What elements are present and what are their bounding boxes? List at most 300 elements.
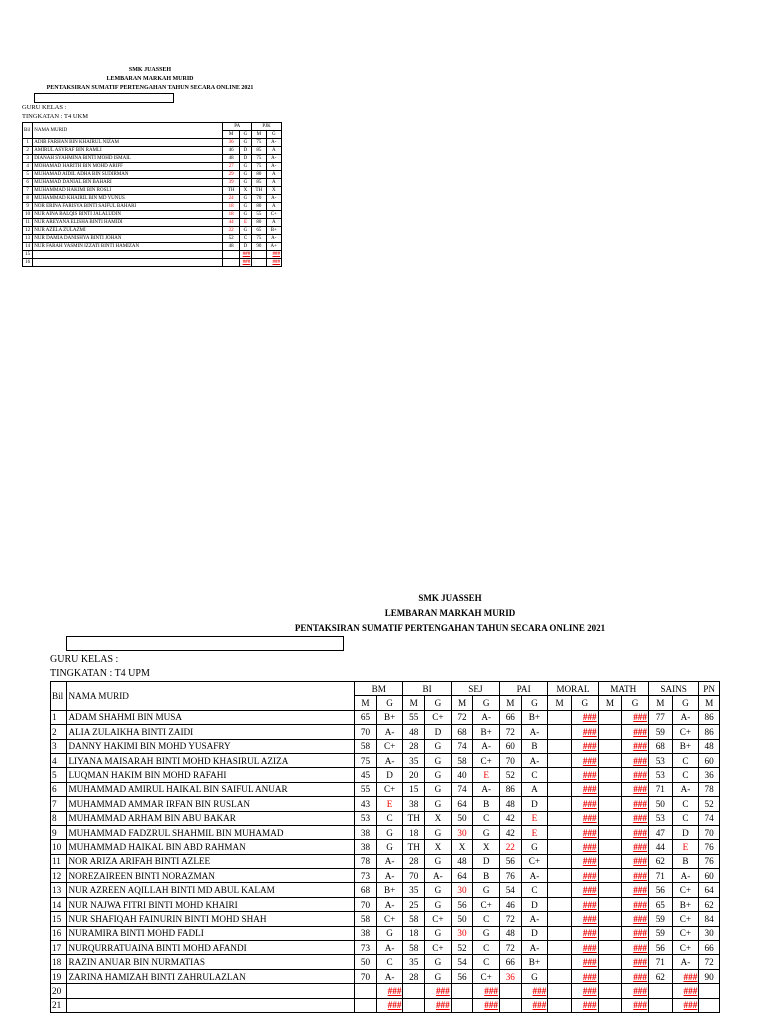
mark-cell bbox=[598, 840, 622, 854]
subject-header: BI bbox=[403, 682, 451, 696]
mark-cell: 35 bbox=[403, 753, 425, 767]
grade-cell: ### bbox=[521, 998, 548, 1012]
grade-cell: ### bbox=[571, 840, 598, 854]
mark-cell: 39 bbox=[223, 179, 239, 187]
grade-cell: ### bbox=[571, 955, 598, 969]
subject-header: SEJ bbox=[451, 682, 499, 696]
mark-cell bbox=[548, 739, 572, 753]
grade-cell: ### bbox=[571, 869, 598, 883]
mark-cell: 44 bbox=[223, 219, 239, 227]
grade-cell: ### bbox=[672, 998, 699, 1012]
mark-cell: 70 bbox=[403, 869, 425, 883]
mark-cell: 72 bbox=[500, 941, 522, 955]
grade-cell: A- bbox=[473, 782, 500, 796]
mark-cell: 50 bbox=[451, 912, 473, 926]
subject-header: PAI bbox=[500, 682, 548, 696]
mark-cell: 18 bbox=[223, 203, 239, 211]
grade-cell: C bbox=[521, 768, 548, 782]
mark-cell bbox=[598, 725, 622, 739]
mark-cell: 35 bbox=[403, 883, 425, 897]
grade-cell: C bbox=[376, 811, 403, 825]
grade-cell: C+ bbox=[376, 739, 403, 753]
student-name: MUHAMAD DANIAL BIN BAHARI bbox=[33, 179, 223, 187]
grade-cell: G bbox=[425, 883, 452, 897]
row-number: 2 bbox=[51, 725, 67, 739]
mark-cell: 70 bbox=[699, 825, 720, 839]
mark-cell: 56 bbox=[648, 883, 672, 897]
grade-cell: A- bbox=[672, 710, 699, 724]
grade-cell: ### bbox=[622, 998, 649, 1012]
mark-cell: X bbox=[451, 840, 473, 854]
grade-header: G bbox=[672, 696, 699, 710]
grade-cell: ### bbox=[571, 725, 598, 739]
mark-cell: 76 bbox=[500, 869, 522, 883]
mark-cell: 54 bbox=[500, 883, 522, 897]
mark-cell bbox=[598, 753, 622, 767]
grade-header: G bbox=[266, 131, 281, 139]
grade-cell: C+ bbox=[425, 941, 452, 955]
grade-cell: ### bbox=[425, 998, 452, 1012]
mark-cell: 75 bbox=[355, 753, 377, 767]
grade-cell: ### bbox=[622, 811, 649, 825]
table-row bbox=[23, 243, 282, 251]
subject-header: PN bbox=[699, 682, 720, 696]
row-number: 2 bbox=[23, 147, 33, 155]
grade-cell: G bbox=[239, 179, 251, 187]
grade-cell: G bbox=[425, 739, 452, 753]
mark-cell bbox=[548, 897, 572, 911]
mark-cell: 30 bbox=[699, 926, 720, 940]
mark-cell bbox=[598, 710, 622, 724]
grade-cell: A- bbox=[425, 869, 452, 883]
table-row bbox=[51, 869, 720, 883]
mark-cell: 68 bbox=[355, 883, 377, 897]
mark-cell bbox=[598, 811, 622, 825]
grade-cell: E bbox=[521, 825, 548, 839]
mark-cell bbox=[403, 984, 425, 998]
student-name: MUHAMMAD AMIRUL HAIKAL BIN SAIFUL ANUAR bbox=[67, 782, 355, 796]
grade-cell: X bbox=[239, 187, 251, 195]
grade-cell: ### bbox=[622, 969, 649, 983]
grade-cell: B+ bbox=[376, 710, 403, 724]
row-number: 15 bbox=[51, 912, 67, 926]
table-row bbox=[51, 897, 720, 911]
mark-cell: 73 bbox=[355, 869, 377, 883]
table-row bbox=[23, 139, 282, 147]
mark-cell: 42 bbox=[500, 811, 522, 825]
grade-cell: G bbox=[239, 203, 251, 211]
table-row bbox=[23, 155, 282, 163]
mark-cell: 70 bbox=[355, 969, 377, 983]
mark-cell: 65 bbox=[252, 227, 266, 235]
mark-cell: 42 bbox=[500, 825, 522, 839]
row-number: 5 bbox=[23, 171, 33, 179]
mark-cell: 28 bbox=[403, 854, 425, 868]
row-number: 10 bbox=[51, 840, 67, 854]
grade-cell: E bbox=[473, 768, 500, 782]
subject-header: MATH bbox=[598, 682, 648, 696]
grade-cell: B+ bbox=[521, 710, 548, 724]
mark-cell: 66 bbox=[500, 955, 522, 969]
grade-cell: D bbox=[239, 243, 251, 251]
grade-cell: C+ bbox=[672, 941, 699, 955]
subject-header: MORAL bbox=[548, 682, 598, 696]
grade-cell: G bbox=[473, 926, 500, 940]
grade-cell: A bbox=[266, 171, 281, 179]
table-row bbox=[23, 147, 282, 155]
mark-cell bbox=[598, 955, 622, 969]
grade-cell: A- bbox=[521, 725, 548, 739]
student-name: NUR FARAH YASMIN IZZATI BINTI HAMIZAN bbox=[33, 243, 223, 251]
mark-cell: 70 bbox=[355, 897, 377, 911]
mark-cell: 46 bbox=[223, 147, 239, 155]
grade-cell: ### bbox=[571, 811, 598, 825]
sheet1-teacher-label: GURU KELAS : bbox=[22, 104, 67, 111]
student-name: DANNY HAKIMI BIN MOHD YUSAFRY bbox=[67, 739, 355, 753]
grade-cell: C bbox=[672, 768, 699, 782]
row-number: 12 bbox=[23, 227, 33, 235]
table-row bbox=[51, 854, 720, 868]
mark-cell: 36 bbox=[500, 969, 522, 983]
mark-cell: 25 bbox=[403, 897, 425, 911]
student-name: MUHAMMAD FADZRUL SHAHMIL BIN MUHAMAD bbox=[67, 825, 355, 839]
sheet2-doc-title: LEMBARAN MARKAH MURID bbox=[384, 608, 516, 618]
table-row bbox=[51, 725, 720, 739]
student-name bbox=[67, 984, 355, 998]
student-name: MUHAMMAD AMMAR IRFAN BIN RUSLAN bbox=[67, 797, 355, 811]
table-row bbox=[51, 955, 720, 969]
student-name: RAZIN ANUAR BIN NURMATIAS bbox=[67, 955, 355, 969]
student-name: MUHAMMAD KHAIRIL BIN MD YUNUS bbox=[33, 195, 223, 203]
grade-cell: D bbox=[521, 797, 548, 811]
grade-cell: G bbox=[521, 840, 548, 854]
student-name: DIANAH SYAHMINA BINTI MOHD ISMAIL bbox=[33, 155, 223, 163]
student-name: NUR NAJWA FITRI BINTI MOHD KHAIRI bbox=[67, 897, 355, 911]
row-number: 16 bbox=[51, 926, 67, 940]
mark-cell: 24 bbox=[223, 195, 239, 203]
mark-cell bbox=[451, 998, 473, 1012]
student-name: NURAMIRA BINTI MOHD FADLI bbox=[67, 926, 355, 940]
student-name bbox=[67, 998, 355, 1012]
student-name bbox=[33, 259, 223, 267]
mark-cell: 72 bbox=[500, 912, 522, 926]
mark-cell: 62 bbox=[648, 854, 672, 868]
grade-cell: C+ bbox=[473, 897, 500, 911]
row-number: 7 bbox=[23, 187, 33, 195]
grade-cell: ### bbox=[622, 840, 649, 854]
grade-cell: ### bbox=[622, 797, 649, 811]
mark-cell bbox=[548, 854, 572, 868]
mark-cell: 46 bbox=[500, 897, 522, 911]
mark-cell bbox=[548, 883, 572, 897]
grade-cell: ### bbox=[376, 998, 403, 1012]
grade-cell: ### bbox=[622, 753, 649, 767]
grade-cell: X bbox=[473, 840, 500, 854]
mark-cell: 76 bbox=[699, 840, 720, 854]
mark-cell: 80 bbox=[252, 203, 266, 211]
mark-cell: 30 bbox=[451, 883, 473, 897]
row-number: 18 bbox=[51, 955, 67, 969]
grade-cell: C+ bbox=[425, 710, 452, 724]
mark-cell: 56 bbox=[500, 854, 522, 868]
mark-cell: 80 bbox=[252, 171, 266, 179]
row-number: 4 bbox=[51, 753, 67, 767]
mark-cell: 53 bbox=[648, 811, 672, 825]
grade-cell: G bbox=[425, 897, 452, 911]
mark-cell: 66 bbox=[500, 710, 522, 724]
mark-cell: 84 bbox=[699, 912, 720, 926]
mark-cell: 58 bbox=[451, 753, 473, 767]
student-name: ADAM SHAHMI BIN MUSA bbox=[67, 710, 355, 724]
grade-cell: D bbox=[672, 825, 699, 839]
grade-cell: A- bbox=[376, 869, 403, 883]
grade-cell: A bbox=[266, 203, 281, 211]
grade-cell: ### bbox=[521, 984, 548, 998]
grade-cell: C+ bbox=[473, 753, 500, 767]
grade-cell: G bbox=[425, 782, 452, 796]
grade-cell: ### bbox=[571, 825, 598, 839]
student-name: ADIB FARHAN BIN KHAIRUL NIZAM bbox=[33, 139, 223, 147]
mark-cell: 72 bbox=[451, 710, 473, 724]
row-number: 19 bbox=[51, 969, 67, 983]
mark-cell: 65 bbox=[355, 710, 377, 724]
mark-cell: 75 bbox=[252, 163, 266, 171]
student-name: MUHAMMAD HAIKAL BIN ABD RAHMAN bbox=[67, 840, 355, 854]
mark-cell: 58 bbox=[403, 912, 425, 926]
row-number: 17 bbox=[51, 941, 67, 955]
mark-header: M bbox=[699, 696, 720, 710]
mark-cell: TH bbox=[403, 811, 425, 825]
mark-cell bbox=[451, 984, 473, 998]
table-row bbox=[23, 187, 282, 195]
mark-cell bbox=[548, 984, 572, 998]
student-name: AMIRUL ASYRAF BIN RAMLI bbox=[33, 147, 223, 155]
mark-cell bbox=[548, 811, 572, 825]
grade-cell: ### bbox=[473, 984, 500, 998]
grade-cell: B+ bbox=[672, 897, 699, 911]
grade-cell: ### bbox=[622, 782, 649, 796]
mark-cell: 48 bbox=[500, 926, 522, 940]
grade-cell: G bbox=[425, 825, 452, 839]
mark-cell: 15 bbox=[403, 782, 425, 796]
grade-cell: B bbox=[521, 739, 548, 753]
row-number: 11 bbox=[23, 219, 33, 227]
sheet2-teacher-box[interactable] bbox=[66, 636, 344, 651]
sheet2-school: SMK JUASSEH bbox=[418, 593, 482, 603]
grade-cell: ### bbox=[425, 984, 452, 998]
row-number: 11 bbox=[51, 854, 67, 868]
mark-cell: 58 bbox=[355, 912, 377, 926]
mark-header: M bbox=[355, 696, 377, 710]
grade-header: G bbox=[571, 696, 598, 710]
row-number: 13 bbox=[51, 883, 67, 897]
bil-header: Bil bbox=[51, 682, 67, 711]
student-name: ALIA ZULAIKHA BINTI ZAIDI bbox=[67, 725, 355, 739]
student-name: MUHAMMAD ARHAM BIN ABU BAKAR bbox=[67, 811, 355, 825]
grade-cell: B+ bbox=[521, 955, 548, 969]
mark-cell: 68 bbox=[648, 739, 672, 753]
grade-cell: B+ bbox=[473, 725, 500, 739]
grade-cell: X bbox=[266, 187, 281, 195]
grade-cell: C+ bbox=[672, 725, 699, 739]
grade-cell: A- bbox=[266, 235, 281, 243]
grade-cell: ### bbox=[571, 768, 598, 782]
grade-cell: A- bbox=[266, 139, 281, 147]
mark-cell: 18 bbox=[403, 926, 425, 940]
mark-cell bbox=[598, 926, 622, 940]
mark-cell bbox=[548, 926, 572, 940]
grade-cell: ### bbox=[571, 897, 598, 911]
mark-cell: 27 bbox=[223, 163, 239, 171]
student-name: ZARINA HAMIZAH BINTI ZAHRULAZLAN bbox=[67, 969, 355, 983]
mark-header: M bbox=[598, 696, 622, 710]
mark-cell: 66 bbox=[699, 941, 720, 955]
grade-cell: A bbox=[266, 219, 281, 227]
mark-cell bbox=[648, 998, 672, 1012]
table-row bbox=[51, 984, 720, 998]
mark-cell: 30 bbox=[451, 926, 473, 940]
row-number: 21 bbox=[51, 998, 67, 1012]
mark-cell: 50 bbox=[355, 955, 377, 969]
mark-cell: 58 bbox=[355, 739, 377, 753]
bil-header: Bil bbox=[23, 123, 33, 139]
sheet1-teacher-box[interactable] bbox=[34, 93, 174, 103]
mark-cell: 56 bbox=[451, 897, 473, 911]
subject-header: PA bbox=[223, 123, 252, 131]
row-number: 7 bbox=[51, 797, 67, 811]
row-number: 13 bbox=[23, 235, 33, 243]
grade-cell: D bbox=[425, 725, 452, 739]
grade-cell: A- bbox=[266, 155, 281, 163]
row-number: 3 bbox=[23, 155, 33, 163]
mark-cell bbox=[548, 998, 572, 1012]
mark-cell bbox=[548, 797, 572, 811]
table-row bbox=[51, 782, 720, 796]
grade-cell: A- bbox=[521, 869, 548, 883]
mark-header: M bbox=[451, 696, 473, 710]
table-row bbox=[23, 203, 282, 211]
grade-cell: C+ bbox=[521, 854, 548, 868]
mark-header: M bbox=[648, 696, 672, 710]
grade-cell: G bbox=[425, 854, 452, 868]
mark-cell: 71 bbox=[648, 955, 672, 969]
mark-cell: 72 bbox=[500, 725, 522, 739]
grade-cell: ### bbox=[239, 259, 251, 267]
mark-cell bbox=[598, 897, 622, 911]
grade-cell: G bbox=[239, 171, 251, 179]
mark-cell bbox=[548, 725, 572, 739]
mark-cell bbox=[548, 912, 572, 926]
student-name: NUR AINA BALQIS BINTI JALALUDIN bbox=[33, 211, 223, 219]
grade-cell: ### bbox=[376, 984, 403, 998]
row-number: 1 bbox=[51, 710, 67, 724]
grade-cell: C bbox=[473, 941, 500, 955]
grade-cell: G bbox=[239, 139, 251, 147]
mark-cell: 38 bbox=[355, 840, 377, 854]
mark-cell: TH bbox=[403, 840, 425, 854]
grade-header: G bbox=[376, 696, 403, 710]
grade-cell: E bbox=[239, 219, 251, 227]
grade-cell: ### bbox=[571, 710, 598, 724]
grade-cell: G bbox=[239, 227, 251, 235]
mark-cell bbox=[598, 912, 622, 926]
mark-cell bbox=[548, 840, 572, 854]
grade-cell: A- bbox=[521, 912, 548, 926]
student-name: NOREZAIREEN BINTI NORAZMAN bbox=[67, 869, 355, 883]
mark-cell: 64 bbox=[451, 797, 473, 811]
grade-cell: D bbox=[521, 926, 548, 940]
mark-cell: 75 bbox=[252, 139, 266, 147]
row-number: 4 bbox=[23, 163, 33, 171]
mark-cell: 71 bbox=[648, 869, 672, 883]
student-name: NUR AZELA ZULAZMI bbox=[33, 227, 223, 235]
table-row bbox=[51, 840, 720, 854]
student-name: LUQMAN HAKIM BIN MOHD RAFAHI bbox=[67, 768, 355, 782]
grade-cell: E bbox=[672, 840, 699, 854]
grade-cell: ### bbox=[571, 739, 598, 753]
grade-cell: C+ bbox=[672, 926, 699, 940]
row-number: 10 bbox=[23, 211, 33, 219]
mark-cell bbox=[548, 941, 572, 955]
mark-cell: 38 bbox=[355, 825, 377, 839]
mark-cell: 48 bbox=[223, 243, 239, 251]
table-row bbox=[51, 883, 720, 897]
mark-cell: 76 bbox=[699, 854, 720, 868]
row-number: 8 bbox=[51, 811, 67, 825]
row-number: 16 bbox=[23, 259, 33, 267]
grade-cell: ### bbox=[571, 753, 598, 767]
mark-cell: 48 bbox=[500, 797, 522, 811]
grade-cell: A bbox=[266, 147, 281, 155]
grade-cell: C bbox=[376, 955, 403, 969]
mark-cell: 29 bbox=[223, 171, 239, 179]
row-number: 15 bbox=[23, 251, 33, 259]
mark-cell: 90 bbox=[252, 243, 266, 251]
mark-cell bbox=[548, 969, 572, 983]
mark-cell: 75 bbox=[252, 155, 266, 163]
mark-cell bbox=[355, 998, 377, 1012]
grade-cell: B bbox=[473, 869, 500, 883]
grade-cell: A- bbox=[376, 725, 403, 739]
grade-cell: ### bbox=[622, 710, 649, 724]
grade-cell: C bbox=[473, 811, 500, 825]
grade-cell: C+ bbox=[473, 969, 500, 983]
mark-cell: 35 bbox=[403, 955, 425, 969]
grade-cell: B+ bbox=[266, 227, 281, 235]
grade-cell: C bbox=[521, 883, 548, 897]
row-number: 9 bbox=[51, 825, 67, 839]
grade-cell: A- bbox=[266, 163, 281, 171]
mark-cell: 36 bbox=[699, 768, 720, 782]
grade-cell: C+ bbox=[425, 912, 452, 926]
mark-cell: 28 bbox=[403, 739, 425, 753]
mark-cell bbox=[548, 825, 572, 839]
table-row bbox=[51, 825, 720, 839]
table-row bbox=[51, 941, 720, 955]
grade-cell: A- bbox=[672, 782, 699, 796]
mark-cell: 85 bbox=[252, 147, 266, 155]
mark-cell: 20 bbox=[403, 768, 425, 782]
grade-cell: C bbox=[672, 797, 699, 811]
mark-cell: 53 bbox=[648, 768, 672, 782]
table-row bbox=[23, 235, 282, 243]
grade-cell: ### bbox=[622, 912, 649, 926]
mark-cell bbox=[548, 869, 572, 883]
grade-cell: G bbox=[376, 926, 403, 940]
subject-header: PJK bbox=[252, 123, 282, 131]
student-name: MUHAMAD AIDIL ADHA BIN SUDIRMAN bbox=[33, 171, 223, 179]
table-row bbox=[23, 259, 282, 267]
